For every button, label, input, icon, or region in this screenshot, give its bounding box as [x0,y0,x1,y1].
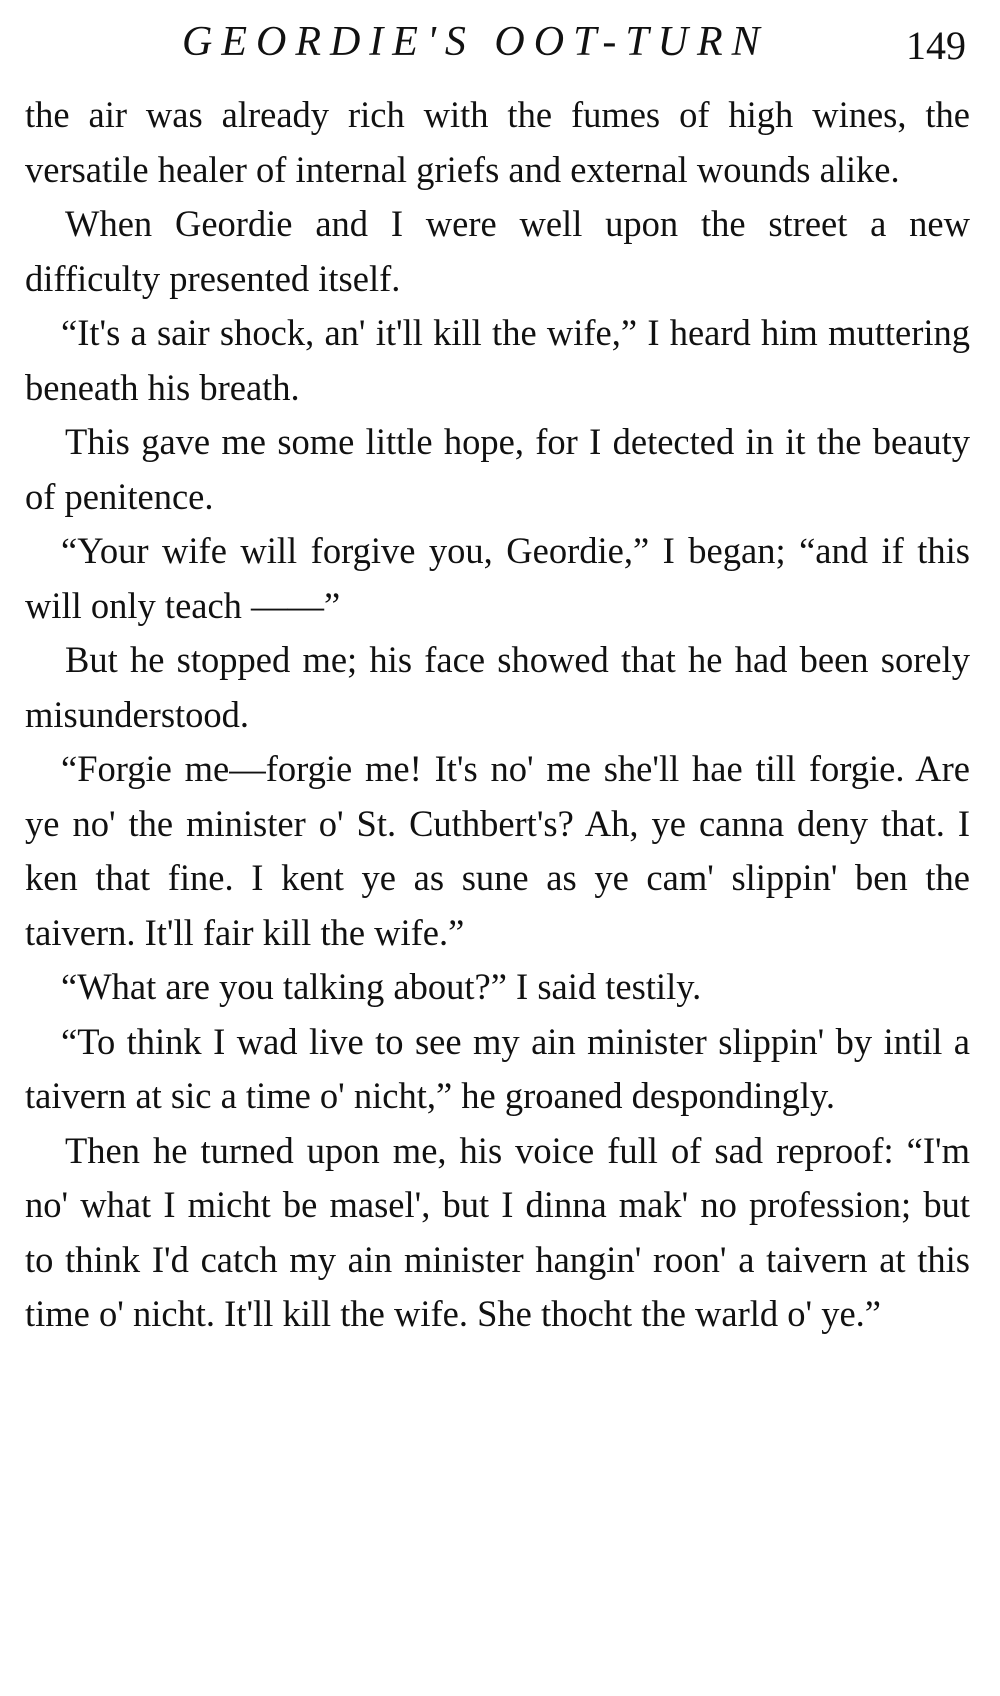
paragraph-continuation: the air was already rich with the fumes of high wines, the versatile healer of internal griefs and external wounds alike. [25,94,970,190]
body-text [25,88,970,1342]
paragraph: Then he turned upon me, his voice full of sad reproof: “I'm no' what I micht be masel', but I dinna mak' no profession; but to think I'd catch my ain minister hangin' roon' a taivern at this time o' nicht. It'll kill the wife. She thocht the warld o' ye.” [25,1129,970,1334]
running-head [0,12,1000,82]
paragraph: “What are you talking about?” I said testily. [61,966,702,1007]
paragraph: This gave me some little hope, for I detected in it the beauty of penitence. [25,421,970,517]
page-number: 149 [906,23,966,68]
paragraph: “It's a sair shock, an' it'll kill the wife,” I heard him muttering beneath his breath. [25,312,970,408]
running-title: GEORDIE'S OOT-TURN [182,19,769,65]
paragraph: “To think I wad live to see my ain minister slippin' by intil a taivern at sic a time o' nicht,” he groaned despondingly. [25,1020,970,1116]
paragraph: But he stopped me; his face showed that he had been sorely misunderstood. [25,639,970,735]
paragraph: When Geordie and I were well upon the street a new difficulty presented itself. [25,203,970,299]
paragraph: “Forgie me—forgie me! It's no' me she'll hae till forgie. Are ye no' the minister o' St. Cuthbert's? Ah, ye canna deny that. I ken that fine. I kent ye as sune as ye cam' slippin' ben the taivern. It'll fair kill the wife.” [25,748,970,953]
paragraph: “Your wife will forgive you, Geordie,” I began; “and if this will only teach ——” [25,530,970,626]
